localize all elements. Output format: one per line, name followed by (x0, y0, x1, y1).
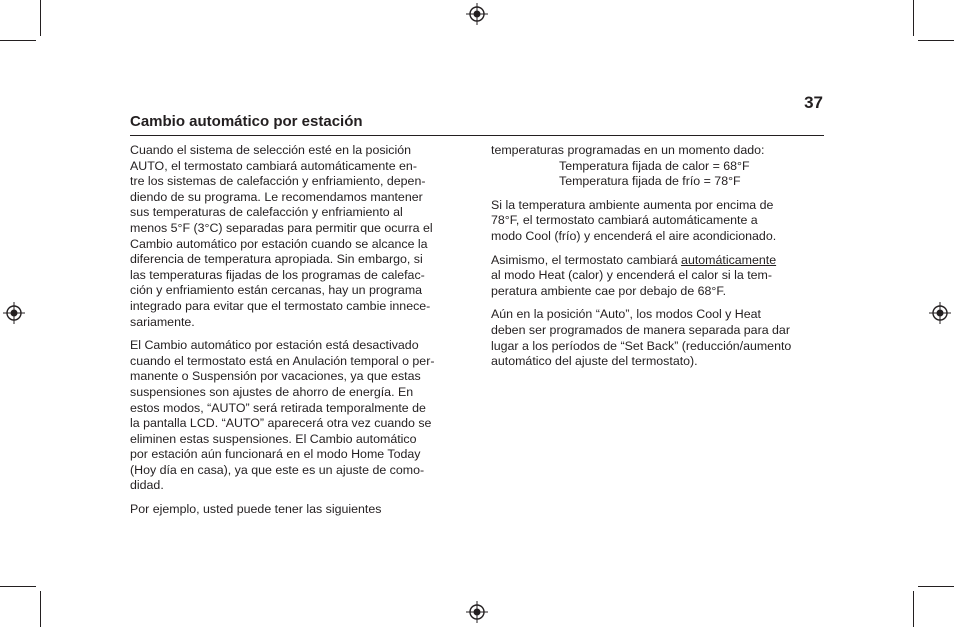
text-line: suspensiones son ajustes de ahorro de energía. En (130, 384, 414, 399)
text-line: al modo Heat (calor) y encenderá el calor si la tem- (491, 268, 772, 283)
text-line: didad. (130, 478, 164, 493)
section-title: Cambio automático por estación (130, 113, 363, 130)
paragraph-disabled-conditions (130, 338, 465, 494)
text-line: diferencia de temperatura apropiada. Sin embargo, si (130, 252, 423, 267)
text-line: Por ejemplo, usted puede tener las siguientes (130, 502, 382, 517)
text-line: (Hoy día en casa), ya que este es un ajuste de como- (130, 462, 425, 477)
text-line: manente o Suspensión por vacaciones, ya que estas (130, 369, 421, 384)
text-line: integrado para evitar que el termostato cambie innece- (130, 298, 431, 313)
text-line: AUTO, el termostato cambiará automáticamente en- (130, 158, 417, 173)
text-line: peratura ambiente cae por debajo de 68°F. (491, 283, 727, 298)
page-number: 37 (804, 93, 823, 112)
text-line: eliminen estas suspensiones. El Cambio automático (130, 431, 417, 446)
text-line: sariamente. (130, 314, 195, 329)
paragraph-setback (491, 307, 824, 369)
text-line: la pantalla LCD. “AUTO” aparecerá otra vez cuando se (130, 416, 432, 431)
text-line: ción y enfriamiento están cercanas, hay un programa (130, 283, 423, 298)
crop-mark (918, 586, 954, 587)
text-line: Cuando el sistema de selección esté en la posición (130, 143, 412, 157)
text-line: deben ser programados de manera separada para dar (491, 322, 790, 337)
section-divider (130, 135, 824, 136)
paragraph-heat-mode (491, 253, 824, 300)
paragraph-example-settings (491, 143, 824, 190)
text-line: automático del ajuste del termostato). (491, 354, 698, 369)
crop-mark (0, 40, 36, 41)
text-line: diendo de su programa. Le recomendamos mantener (130, 189, 423, 204)
text-line: lugar a los períodos de “Set Back” (reducción/aumento (491, 338, 792, 353)
text-line: modo Cool (frío) y encenderá el aire acondicionado. (491, 228, 777, 243)
paragraph-cool-mode (491, 198, 824, 245)
crop-mark (40, 591, 41, 627)
registration-mark-icon (3, 302, 25, 324)
text-line: temperaturas programadas en un momento dado: (491, 143, 765, 157)
underlined-word: automáticamente (681, 252, 777, 267)
text-line: menos 5°F (3°C) separadas para permitir que ocurra el (130, 220, 433, 235)
text-line: por estación aún funcionará en el modo Home Today (130, 447, 421, 462)
crop-mark (0, 586, 36, 587)
text-line: 78°F, el termostato cambiará automáticamente a (491, 213, 758, 228)
crop-mark (918, 40, 954, 41)
text-line: Aún en la posición “Auto”, los modos Cool y Heat (491, 307, 761, 322)
registration-mark-icon (466, 601, 488, 623)
text-line: El Cambio automático por estación está desactivado (130, 338, 419, 353)
text-line: estos modos, “AUTO” será retirada temporalmente de (130, 400, 426, 415)
right-column (491, 143, 824, 378)
left-column (130, 143, 465, 526)
text-line: las temperaturas fijadas de los programas de calefac- (130, 267, 425, 282)
registration-mark-icon (466, 3, 488, 25)
heat-setting: Temperatura fijada de calor = 68°F (559, 158, 750, 173)
crop-mark (40, 0, 41, 36)
cool-setting: Temperatura fijada de frío = 78°F (559, 174, 741, 189)
text-line: sus temperaturas de calefacción y enfriamiento al (130, 205, 403, 220)
paragraph-intro (130, 143, 465, 330)
registration-mark-icon (929, 302, 951, 324)
text-line: Cambio automático por estación cuando se alcance la (130, 236, 428, 251)
crop-mark (913, 0, 914, 36)
text-line-start: Asimismo, el termostato cambiará (491, 252, 682, 267)
paragraph-example (130, 502, 465, 518)
text-line: cuando el termostato está en Anulación temporal o per- (130, 353, 435, 368)
text-line: tre los sistemas de calefacción y enfriamiento, depen- (130, 174, 426, 189)
text-line: Si la temperatura ambiente aumenta por encima de (491, 197, 774, 212)
crop-mark (913, 591, 914, 627)
